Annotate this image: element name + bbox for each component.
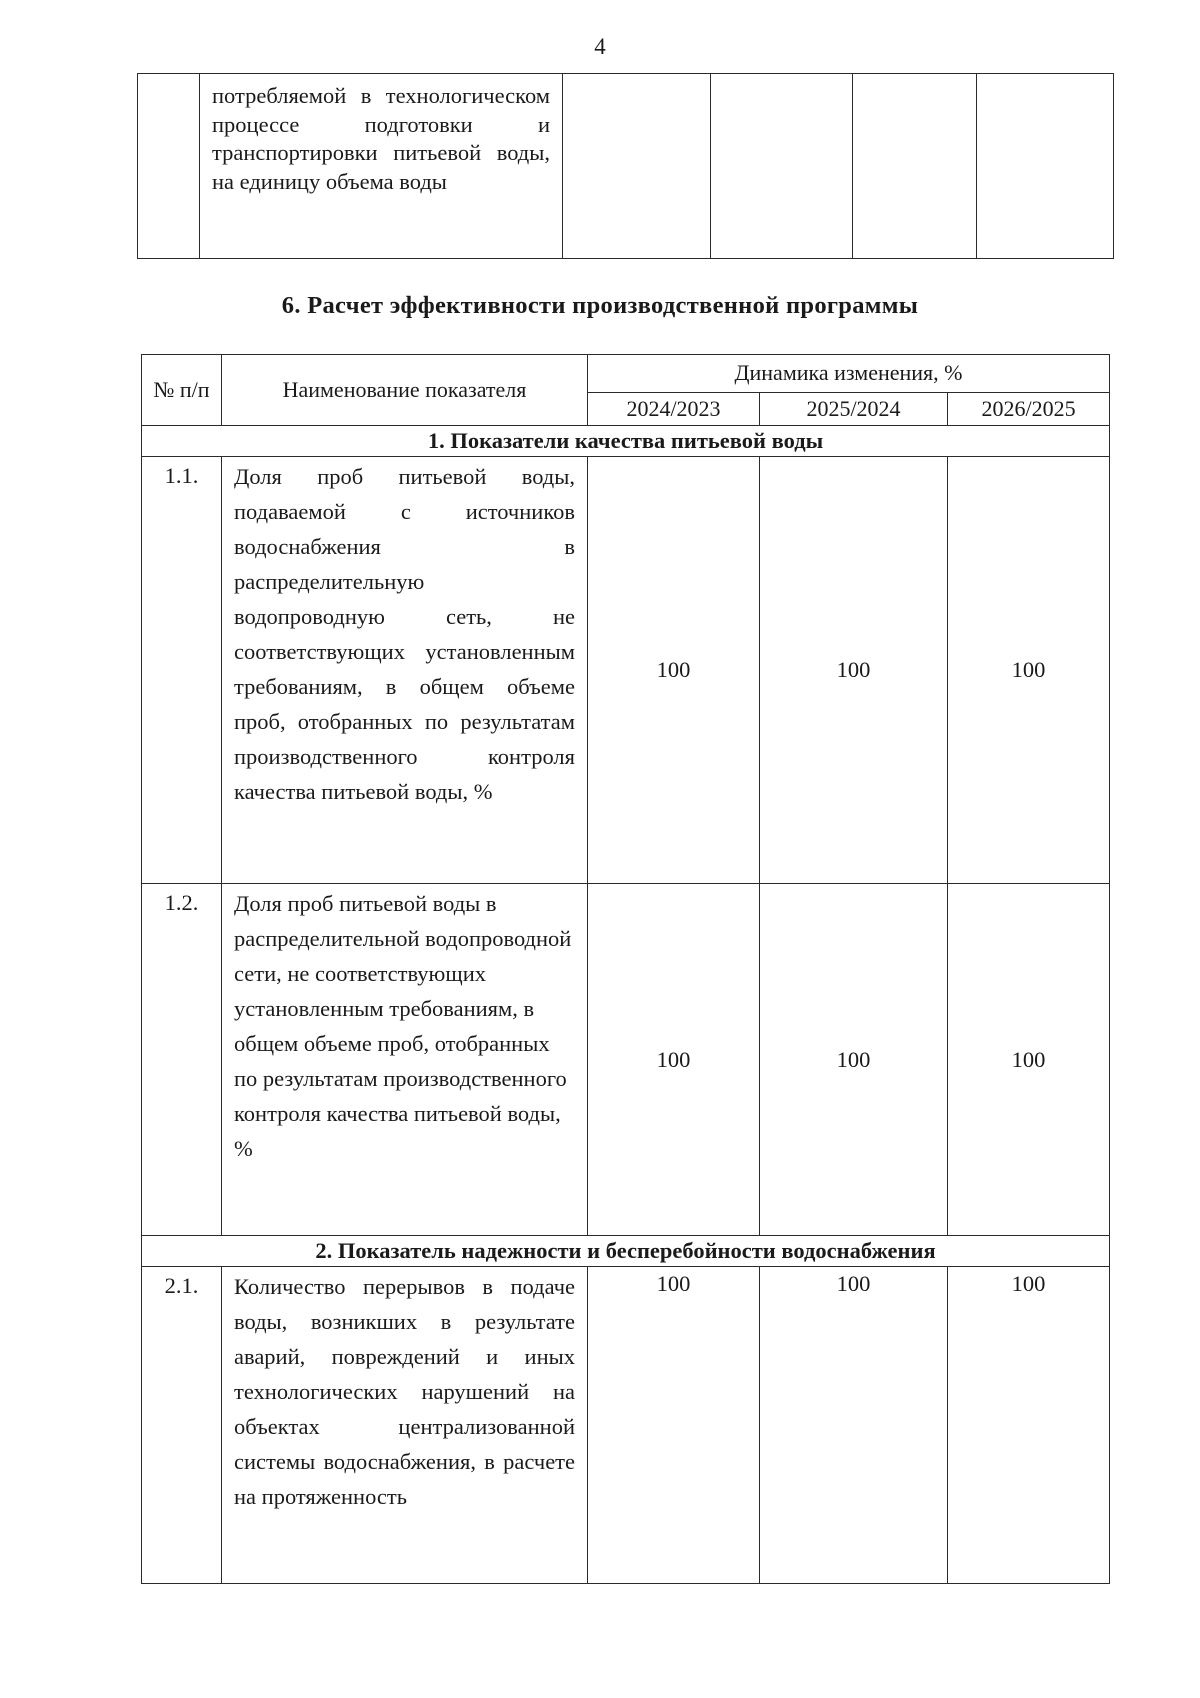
table-row [142,457,1110,884]
page-number: 4 [594,34,606,59]
row-value: 100 [948,457,1110,884]
continued-name-cell [200,74,563,259]
continued-table-row [138,74,1114,259]
row-value: 100 [760,457,948,884]
header-num-label: № п/п [153,377,210,402]
continued-value-cell [711,74,853,259]
group-title: 1. Показатели качества питьевой воды [142,426,1110,457]
continued-num-cell [138,74,200,259]
header-name [222,355,588,426]
continued-value-cell [563,74,711,259]
header-row [142,355,1110,393]
table-row [142,1267,1110,1584]
section-title: 6. Расчет эффективности производственной программы [281,292,919,319]
header-period: 2024/2023 [588,392,760,425]
row-value: 100 [948,1267,1110,1584]
header-dynamics-label: Динамика изменения, % [734,360,963,386]
row-number: 2.1. [142,1267,222,1584]
continued-value-cell [977,74,1114,259]
efficiency-table [141,354,1110,1584]
continued-value-cell [853,74,977,259]
group-title: 2. Показатель надежности и бесперебойности водоснабжения [142,1236,1110,1267]
row-value: 100 [588,1267,760,1584]
row-value: 100 [588,457,760,884]
header-period: 2025/2024 [760,392,948,425]
row-value: 100 [760,1267,948,1584]
row-name: Доля проб питьевой воды, подаваемой с источников водоснабжения в распределительную водопроводную сеть, не соответствующих установленным требованиям, в общем объеме проб, отобранных по результатам производственного контроля качества питьевой воды, % [222,457,588,884]
group-row [142,426,1110,457]
table-row [142,884,1110,1236]
header-num [142,355,222,426]
group-row [142,1236,1110,1267]
row-value: 100 [760,884,948,1236]
header-name-label: Наименование показателя [282,377,527,402]
header-period: 2026/2025 [948,392,1110,425]
row-name: Количество перерывов в подаче воды, возникших в результате аварий, повреждений и иных технологических нарушений на объектах централизованной системы водоснабжения, в расчете на протяженность [222,1267,588,1584]
continued-name-text: потребляемой в технологическом процессе подготовки и транспортировки питьевой воды, на единицу объема воды [212,83,550,194]
row-name: Доля проб питьевой воды в распределительной водопроводной сети, не соответствующих установленным требованиям, в общем объеме проб, отобранных по результатам производственного контроля качества питьевой воды, % [222,884,588,1236]
row-value: 100 [948,884,1110,1236]
header-dynamics [588,355,1110,393]
row-number: 1.1. [142,457,222,884]
row-number: 1.2. [142,884,222,1236]
continued-table [137,73,1114,259]
row-value: 100 [588,884,760,1236]
